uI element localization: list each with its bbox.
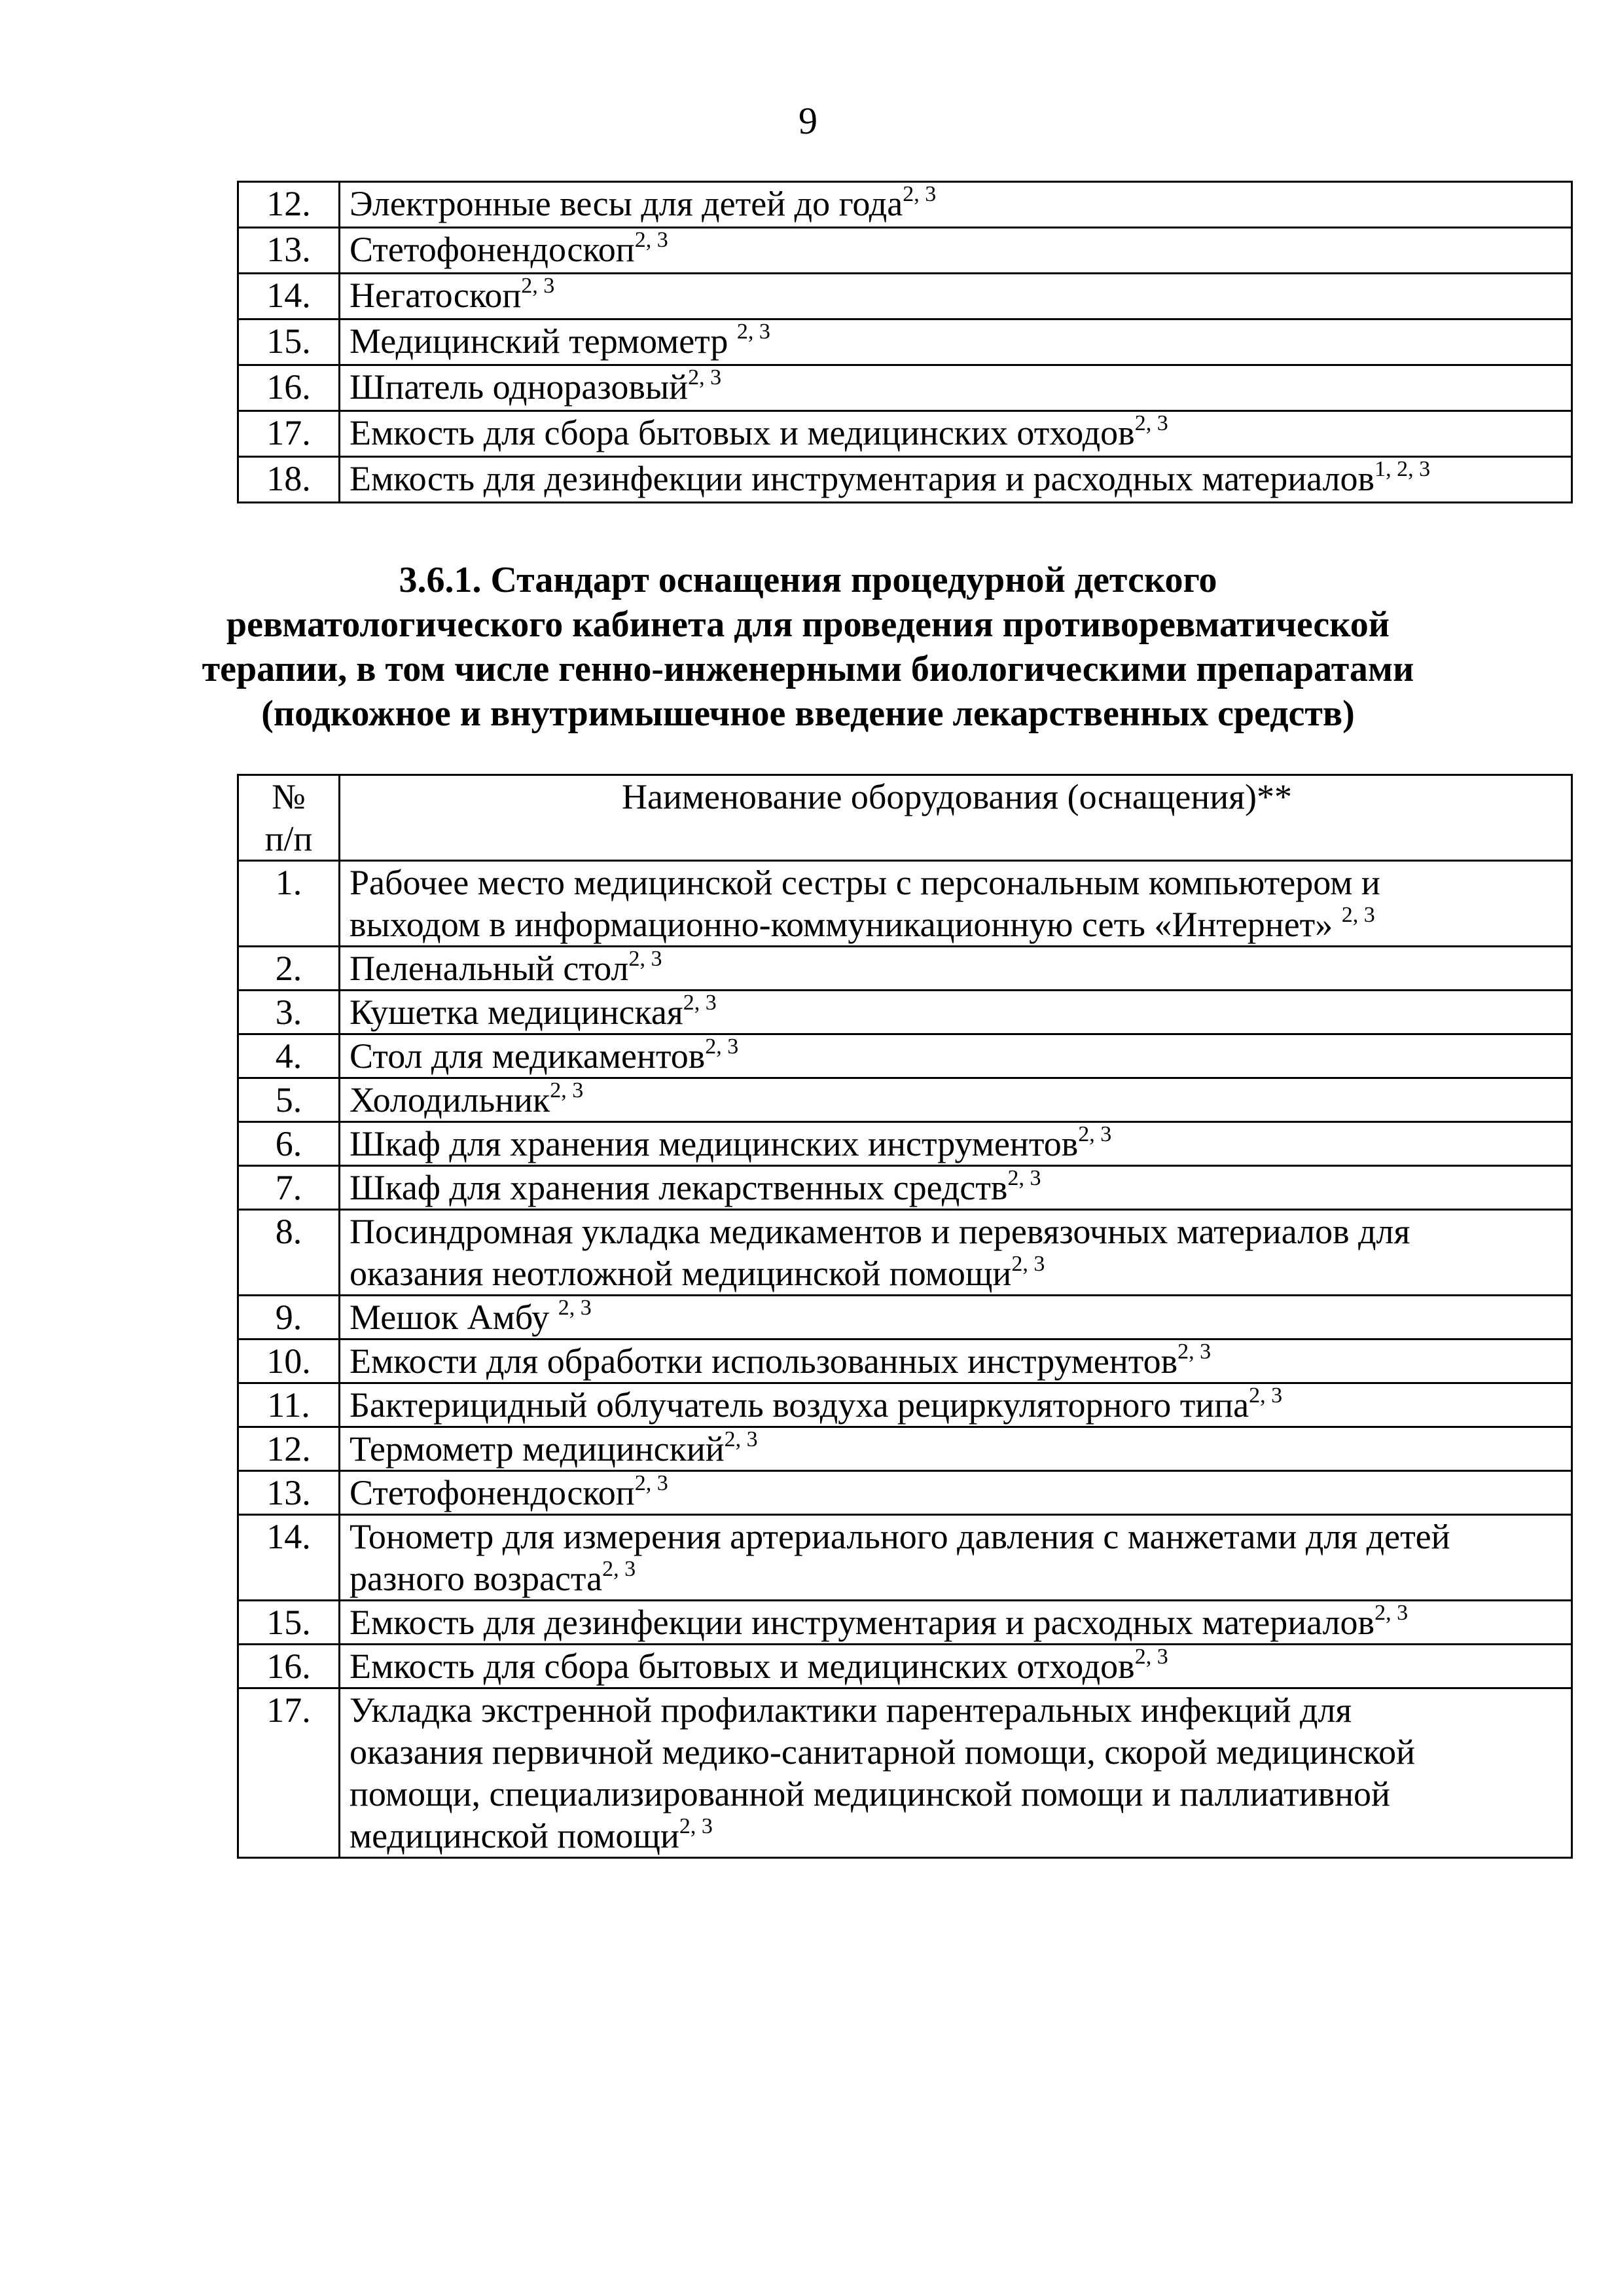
row-number: 12. (238, 182, 340, 228)
equipment-name: Кушетка медицинская (350, 993, 683, 1032)
footnote-marker: 2, 3 (634, 228, 668, 252)
procedure-room-equipment-table (237, 774, 1573, 1859)
table-header-row (238, 775, 1572, 861)
equipment-name-cell (340, 365, 1572, 411)
table-row (238, 182, 1572, 228)
footnote-marker: 2, 3 (683, 991, 717, 1015)
equipment-name-cell (340, 1122, 1572, 1166)
footnote-marker: 2, 3 (1011, 1252, 1045, 1276)
row-number: 4. (238, 1034, 340, 1078)
equipment-name: Медицинский термометр (350, 321, 737, 361)
table-row (238, 1427, 1572, 1471)
equipment-name: Стетофонендоскоп (350, 1473, 635, 1512)
equipment-name-cell (340, 1383, 1572, 1427)
footnote-marker: 2, 3 (1078, 1122, 1112, 1146)
equipment-name-cell (340, 1515, 1572, 1601)
table-row (238, 1210, 1572, 1296)
table-row (238, 861, 1572, 947)
footnote-marker: 2, 3 (679, 1814, 713, 1838)
footnote-marker: 1, 2, 3 (1374, 457, 1431, 481)
equipment-name-cell (340, 1296, 1572, 1339)
equipment-name-cell (340, 457, 1572, 503)
row-number: 1. (238, 861, 340, 947)
equipment-name: Холодильник (350, 1080, 550, 1120)
equipment-name: Емкость для сбора бытовых и медицинских отходов (350, 413, 1135, 452)
row-number: 6. (238, 1122, 340, 1166)
equipment-name-cell (340, 228, 1572, 274)
equipment-name-cell (340, 947, 1572, 991)
table-row (238, 1471, 1572, 1515)
footnote-marker: 2, 3 (550, 1078, 584, 1102)
equipment-name: Электронные весы для детей до года (350, 184, 903, 223)
row-number: 9. (238, 1296, 340, 1339)
equipment-name: Емкость для дезинфекции инструментария и расходных материалов (350, 459, 1375, 498)
row-number: 2. (238, 947, 340, 991)
equipment-name: Тонометр для измерения артериального давления с манжетами для детей разного возраста (350, 1517, 1450, 1598)
footnote-marker: 2, 3 (602, 1557, 636, 1581)
footnote-marker: 2, 3 (688, 365, 722, 390)
footnote-marker: 2, 3 (736, 319, 770, 344)
table-row (238, 1515, 1572, 1601)
table-row (238, 274, 1572, 319)
table-row (238, 1122, 1572, 1166)
footnote-marker: 2, 3 (1177, 1339, 1212, 1364)
equipment-name-cell (340, 1339, 1572, 1383)
row-number: 17. (238, 1688, 340, 1858)
footnote-marker: 2, 3 (558, 1296, 592, 1320)
footnote-marker: 2, 3 (521, 274, 555, 298)
row-number: 11. (238, 1383, 340, 1427)
footnote-marker: 2, 3 (1249, 1383, 1283, 1408)
footnote-marker: 2, 3 (628, 947, 662, 971)
equipment-name: Стетофонендоскоп (350, 230, 635, 269)
footnote-marker: 2, 3 (1341, 903, 1375, 927)
equipment-name: Негатоскоп (350, 276, 522, 315)
column-header-equipment-name: Наименование оборудования (оснащения)** (340, 775, 1572, 861)
footnote-marker: 2, 3 (705, 1034, 739, 1059)
table-row (238, 1645, 1572, 1688)
table-row (238, 411, 1572, 457)
section-title: 3.6.1. Стандарт оснащения процедурной детского ревматологического кабинета для проведения противоревматической терапии, в том числе генно-инженерными биологическими препаратами (подкожное и внутримышечное введение лекарственных средств) (202, 560, 1414, 734)
equipment-name-cell (340, 1210, 1572, 1296)
row-number: 14. (238, 274, 340, 319)
table-row (238, 457, 1572, 503)
equipment-name-cell (340, 1471, 1572, 1515)
row-number: 13. (238, 1471, 340, 1515)
table-row (238, 1339, 1572, 1383)
footnote-marker: 2, 3 (1134, 1645, 1168, 1669)
equipment-table-continued (237, 181, 1573, 503)
table-row (238, 365, 1572, 411)
equipment-name: Бактерицидный облучатель воздуха рециркуляторного типа (350, 1385, 1249, 1425)
equipment-name: Шкаф для хранения медицинских инструментов (350, 1124, 1079, 1163)
table-row (238, 228, 1572, 274)
equipment-name-cell (340, 1601, 1572, 1645)
equipment-name-cell (340, 182, 1572, 228)
row-number: 14. (238, 1515, 340, 1601)
equipment-name-cell (340, 1078, 1572, 1122)
row-number: 15. (238, 319, 340, 365)
procedure-room-equipment-table-body (238, 775, 1572, 1858)
equipment-name-cell (340, 319, 1572, 365)
footnote-marker: 2, 3 (1007, 1166, 1041, 1190)
page-number: 9 (799, 100, 817, 142)
table-row (238, 1078, 1572, 1122)
row-number: 15. (238, 1601, 340, 1645)
footnote-marker: 2, 3 (1134, 411, 1168, 435)
footnote-marker: 2, 3 (724, 1427, 758, 1451)
row-number: 16. (238, 1645, 340, 1688)
column-header-number: № п/п (238, 775, 340, 861)
row-number: 7. (238, 1166, 340, 1210)
equipment-name-cell (340, 861, 1572, 947)
equipment-name: Посиндромная укладка медикаментов и перевязочных материалов для оказания неотложной медицинской помощи (350, 1212, 1410, 1293)
equipment-name-cell (340, 1034, 1572, 1078)
equipment-name: Шкаф для хранения лекарственных средств (350, 1168, 1008, 1207)
row-number: 18. (238, 457, 340, 503)
row-number: 5. (238, 1078, 340, 1122)
equipment-name-cell (340, 274, 1572, 319)
equipment-name: Емкость для сбора бытовых и медицинских отходов (350, 1647, 1135, 1686)
equipment-name-cell (340, 411, 1572, 457)
table-row (238, 947, 1572, 991)
footnote-marker: 2, 3 (1374, 1601, 1409, 1625)
equipment-name: Термометр медицинский (350, 1429, 725, 1468)
row-number: 8. (238, 1210, 340, 1296)
table-row (238, 1383, 1572, 1427)
equipment-name: Укладка экстренной профилактики парентеральных инфекций для оказания первичной медико-санитарной помощи, скорой медицинской помощи, специализированной медицинской помощи и паллиативной медицинской помощи (350, 1690, 1415, 1855)
table-row (238, 1034, 1572, 1078)
equipment-name: Шпатель одноразовый (350, 367, 689, 407)
table-row (238, 1296, 1572, 1339)
equipment-name-cell (340, 1427, 1572, 1471)
equipment-name-cell (340, 1645, 1572, 1688)
table-row (238, 1688, 1572, 1858)
footnote-marker: 2, 3 (903, 182, 937, 206)
equipment-name: Стол для медикаментов (350, 1036, 706, 1076)
equipment-table-continued-body (238, 182, 1572, 503)
equipment-name: Мешок Амбу (350, 1298, 558, 1337)
equipment-name-cell (340, 1688, 1572, 1858)
equipment-name: Пеленальный стол (350, 949, 629, 988)
table-row (238, 991, 1572, 1034)
equipment-name-cell (340, 1166, 1572, 1210)
row-number: 10. (238, 1339, 340, 1383)
table-row (238, 1166, 1572, 1210)
row-number: 17. (238, 411, 340, 457)
table-row (238, 1601, 1572, 1645)
equipment-name: Емкости для обработки использованных инструментов (350, 1341, 1178, 1381)
row-number: 3. (238, 991, 340, 1034)
table-row (238, 319, 1572, 365)
row-number: 13. (238, 228, 340, 274)
row-number: 12. (238, 1427, 340, 1471)
equipment-name: Емкость для дезинфекции инструментария и расходных материалов (350, 1603, 1375, 1642)
row-number: 16. (238, 365, 340, 411)
equipment-name: Рабочее место медицинской сестры с персональным компьютером и выходом в информационно-коммуникационную сеть «Интернет» (350, 863, 1380, 944)
footnote-marker: 2, 3 (634, 1471, 668, 1495)
equipment-name-cell (340, 991, 1572, 1034)
